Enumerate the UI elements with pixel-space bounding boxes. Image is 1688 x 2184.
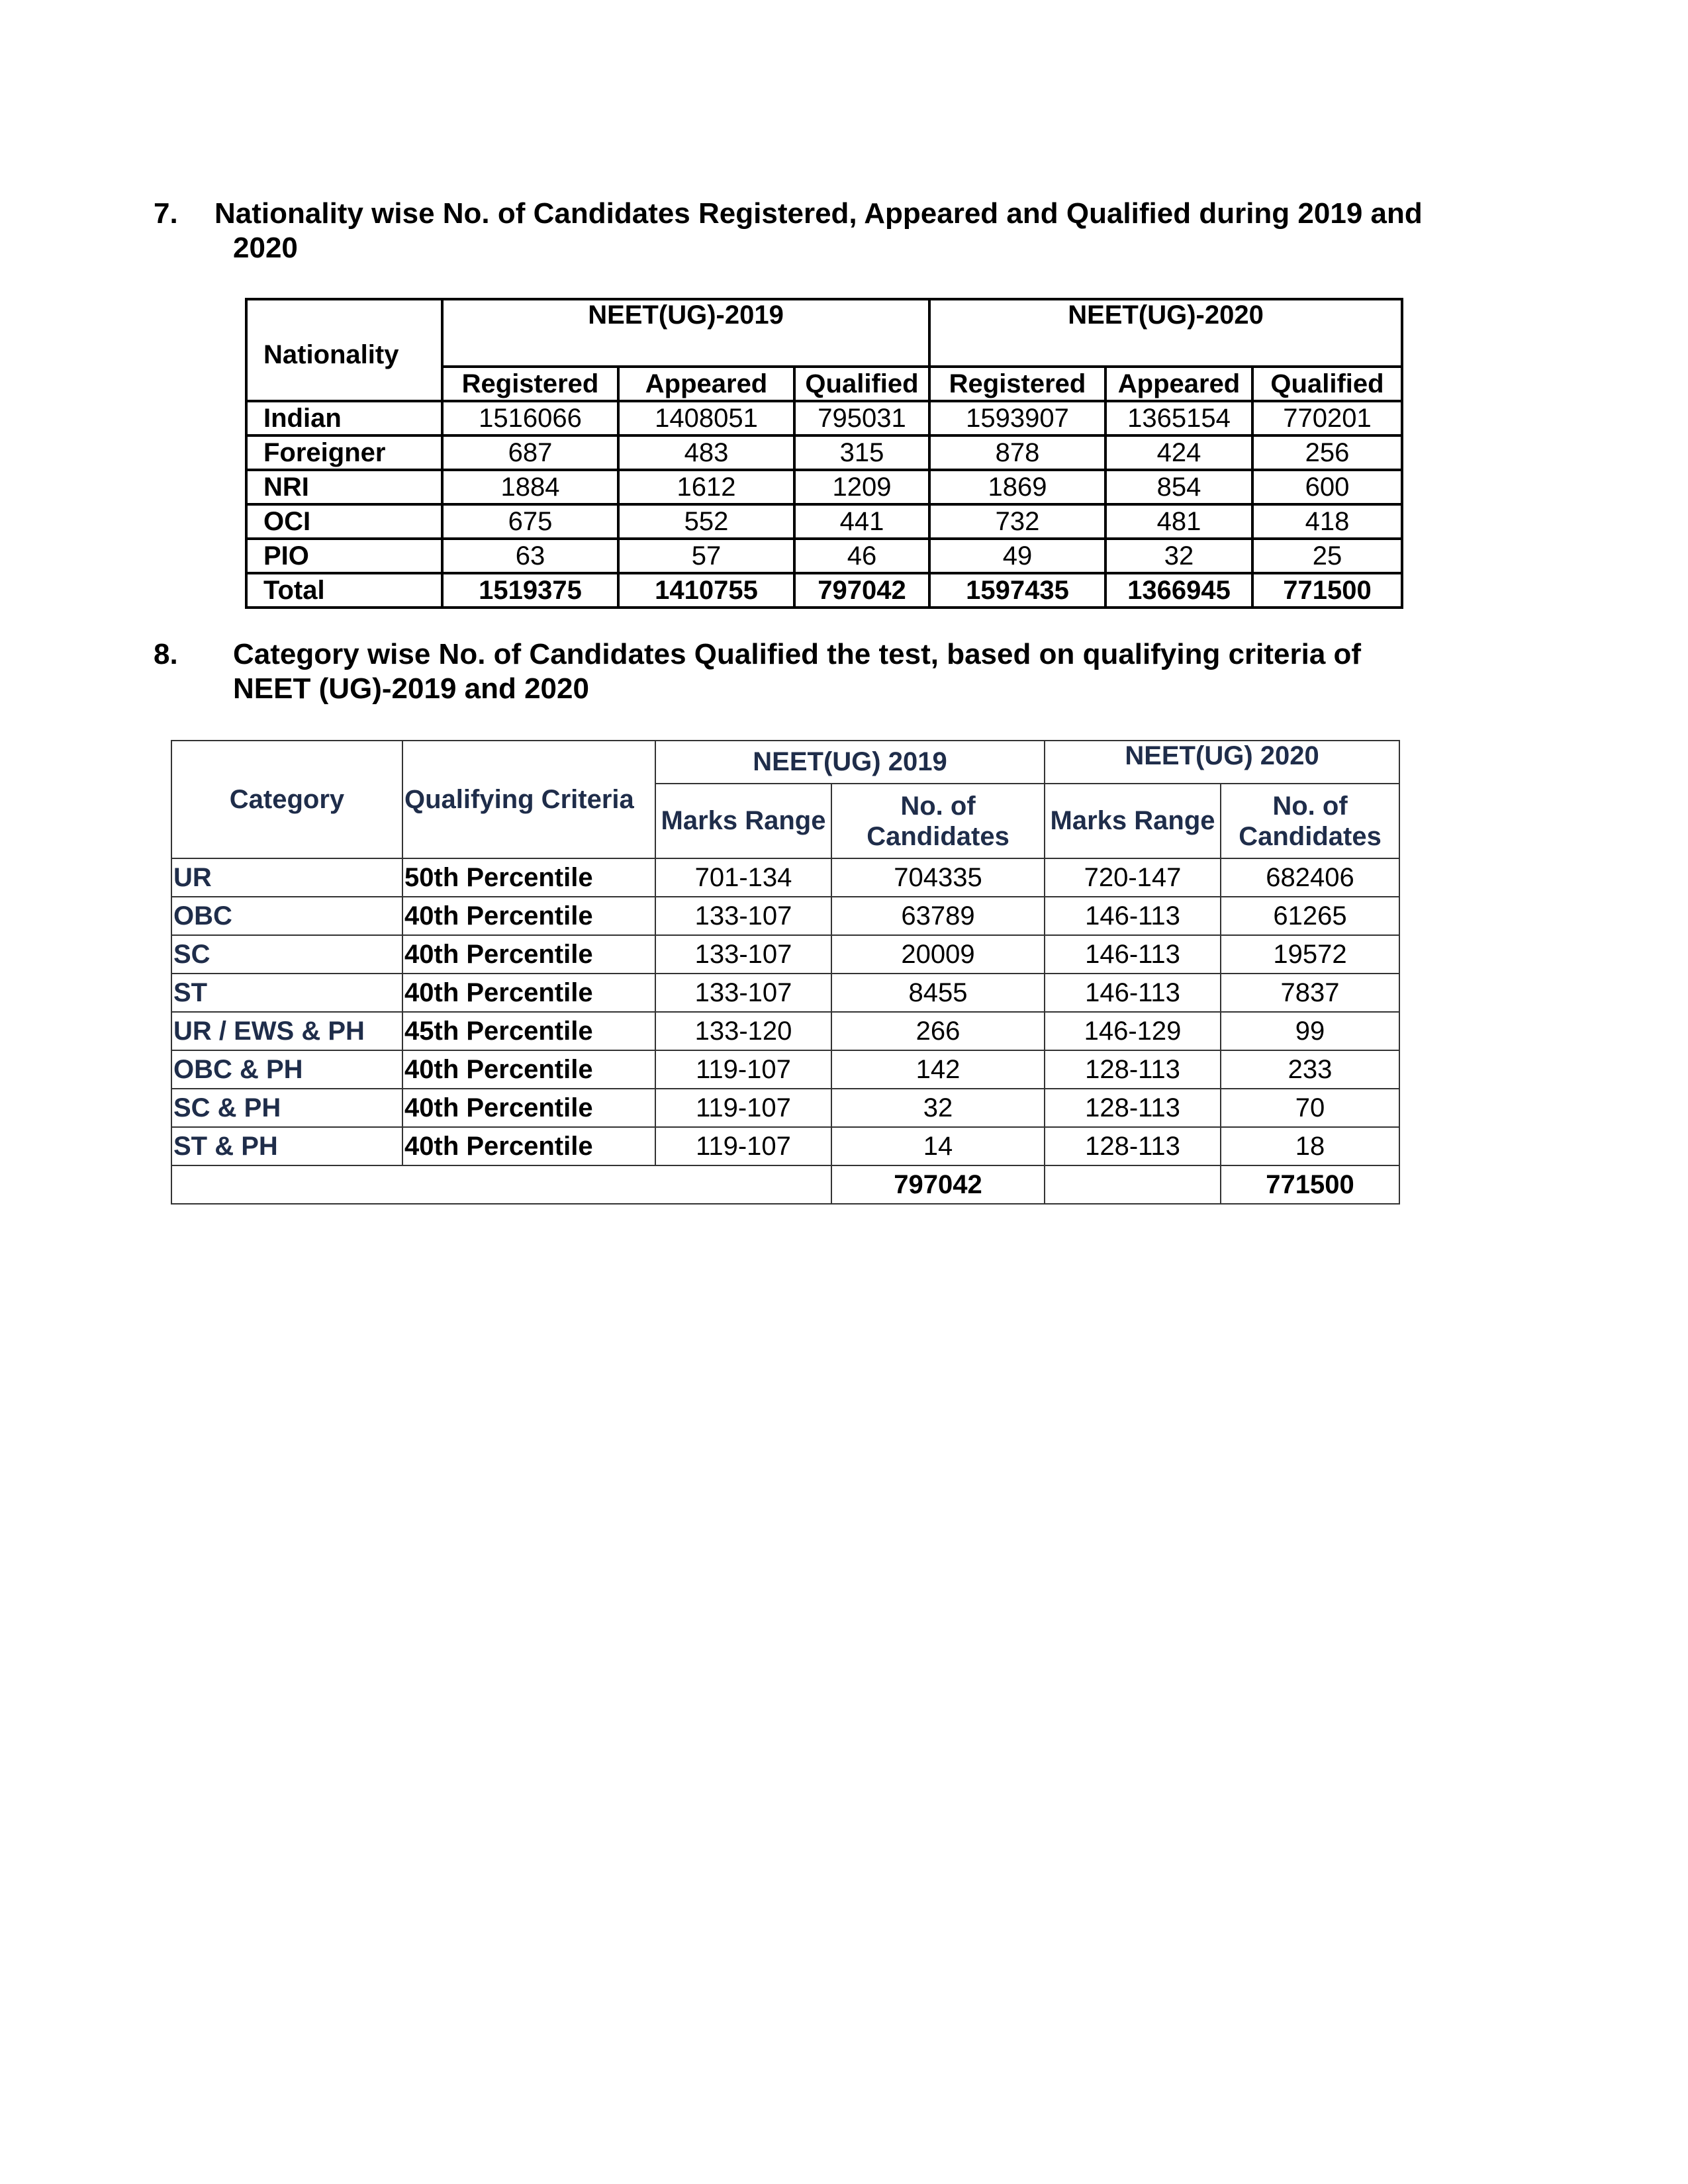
- table-cell: 770201: [1252, 401, 1402, 435]
- marks-range-header: Marks Range: [655, 784, 831, 858]
- nationality-cell: OCI: [246, 504, 442, 539]
- table-cell: 133-120: [655, 1012, 831, 1050]
- table-cell: 1408051: [618, 401, 794, 435]
- table-cell: 266: [831, 1012, 1045, 1050]
- table-cell: 732: [929, 504, 1105, 539]
- year-2019-header: NEET(UG) 2019: [655, 741, 1045, 784]
- table-cell: 119-107: [655, 1127, 831, 1165]
- table-row: [171, 897, 1399, 935]
- table-cell: 1366945: [1105, 573, 1252, 608]
- table-cell: 1884: [442, 470, 618, 504]
- candidates-header-line1: No. of: [1272, 791, 1348, 821]
- table-cell: 233: [1221, 1050, 1399, 1089]
- category-table: [171, 740, 1400, 1205]
- table-cell: 146-113: [1045, 935, 1221, 974]
- table-cell: 133-107: [655, 897, 831, 935]
- table-cell: 46: [794, 539, 929, 573]
- table-cell: 32: [1105, 539, 1252, 573]
- nationality-cell: PIO: [246, 539, 442, 573]
- section-7-heading: [154, 196, 1477, 269]
- table-cell: 1519375: [442, 573, 618, 608]
- candidates-header-line1: No. of: [900, 791, 976, 821]
- table-cell: 119-107: [655, 1089, 831, 1127]
- table-cell: 18: [1221, 1127, 1399, 1165]
- table-header-row: [171, 741, 1399, 784]
- table-cell: 878: [929, 435, 1105, 470]
- column-header: Registered: [442, 367, 618, 401]
- category-header: Category: [171, 741, 402, 858]
- total-2019: 797042: [831, 1165, 1045, 1204]
- table-cell: 32: [831, 1089, 1045, 1127]
- table-row: [171, 858, 1399, 897]
- criteria-cell: 40th Percentile: [402, 935, 655, 974]
- table-cell: 146-113: [1045, 974, 1221, 1012]
- table-row: [246, 539, 1402, 573]
- table-cell: 57: [618, 539, 794, 573]
- section-7-number: 7.: [154, 197, 178, 230]
- table-cell: 797042: [794, 573, 929, 608]
- table-cell: 1410755: [618, 573, 794, 608]
- table-cell: 854: [1105, 470, 1252, 504]
- column-header: Appeared: [1105, 367, 1252, 401]
- table-row: [171, 974, 1399, 1012]
- candidates-header-line2: Candidates: [867, 821, 1009, 851]
- marks-range-header: Marks Range: [1045, 784, 1221, 858]
- nationality-header: Nationality: [246, 299, 442, 401]
- table-cell: 682406: [1221, 858, 1399, 897]
- criteria-cell: 45th Percentile: [402, 1012, 655, 1050]
- section-7-title-line1: Nationality wise No. of Candidates Registered, Appeared and Qualified during 2019 and: [214, 197, 1423, 230]
- year-2020-header: NEET(UG) 2020: [1045, 741, 1399, 784]
- criteria-cell: 50th Percentile: [402, 858, 655, 897]
- table-cell: 14: [831, 1127, 1045, 1165]
- category-cell: OBC & PH: [171, 1050, 402, 1089]
- table-header-row: [246, 299, 1402, 367]
- section-8-title-line2: NEET (UG)-2019 and 2020: [233, 672, 589, 705]
- category-cell: SC: [171, 935, 402, 974]
- table-cell: 119-107: [655, 1050, 831, 1089]
- table-cell: 552: [618, 504, 794, 539]
- table-cell: 441: [794, 504, 929, 539]
- table-cell: 146-129: [1045, 1012, 1221, 1050]
- criteria-cell: 40th Percentile: [402, 974, 655, 1012]
- table-cell: 20009: [831, 935, 1045, 974]
- year-2019-header: NEET(UG)-2019: [442, 299, 929, 367]
- candidates-header-line2: Candidates: [1239, 821, 1382, 851]
- criteria-cell: 40th Percentile: [402, 1089, 655, 1127]
- table-cell: 128-113: [1045, 1050, 1221, 1089]
- total-label: Total: [246, 573, 442, 608]
- nationality-table: [245, 298, 1403, 609]
- criteria-cell: 40th Percentile: [402, 1050, 655, 1089]
- category-cell: ST: [171, 974, 402, 1012]
- table-cell: 1516066: [442, 401, 618, 435]
- table-cell: 704335: [831, 858, 1045, 897]
- table-cell: 133-107: [655, 974, 831, 1012]
- section-8-title-line1: Category wise No. of Candidates Qualified the test, based on qualifying criteria of: [233, 638, 1362, 670]
- section-7-title-line2: 2020: [233, 232, 298, 264]
- table-row: [246, 470, 1402, 504]
- table-cell: 483: [618, 435, 794, 470]
- nationality-cell: Indian: [246, 401, 442, 435]
- total-2020: 771500: [1221, 1165, 1399, 1204]
- table-cell: 70: [1221, 1089, 1399, 1127]
- column-header: Registered: [929, 367, 1105, 401]
- table-cell: 720-147: [1045, 858, 1221, 897]
- section-8-number: 8.: [154, 638, 178, 670]
- table-cell: 8455: [831, 974, 1045, 1012]
- table-cell: 1593907: [929, 401, 1105, 435]
- table-row: [246, 504, 1402, 539]
- table-cell: 795031: [794, 401, 929, 435]
- nationality-cell: Foreigner: [246, 435, 442, 470]
- table-cell: 128-113: [1045, 1089, 1221, 1127]
- table-cell: 600: [1252, 470, 1402, 504]
- table-cell: 49: [929, 539, 1105, 573]
- table-cell: 61265: [1221, 897, 1399, 935]
- table-cell: 142: [831, 1050, 1045, 1089]
- column-header: Qualified: [1252, 367, 1402, 401]
- table-row: [171, 1127, 1399, 1165]
- table-cell: 63789: [831, 897, 1045, 935]
- category-cell: UR / EWS & PH: [171, 1012, 402, 1050]
- candidates-header: [831, 784, 1045, 858]
- table-cell: 99: [1221, 1012, 1399, 1050]
- table-cell: 25: [1252, 539, 1402, 573]
- table-cell: 418: [1252, 504, 1402, 539]
- criteria-cell: 40th Percentile: [402, 897, 655, 935]
- table-cell: 1209: [794, 470, 929, 504]
- category-cell: SC & PH: [171, 1089, 402, 1127]
- table-cell: 1612: [618, 470, 794, 504]
- criteria-cell: 40th Percentile: [402, 1127, 655, 1165]
- table-cell: 256: [1252, 435, 1402, 470]
- table-cell: 146-113: [1045, 897, 1221, 935]
- year-2020-header: NEET(UG)-2020: [929, 299, 1402, 367]
- table-cell: 1597435: [929, 573, 1105, 608]
- table-total-row: [246, 573, 1402, 608]
- table-cell: 424: [1105, 435, 1252, 470]
- table-cell: 687: [442, 435, 618, 470]
- column-header: Qualified: [794, 367, 929, 401]
- table-row: [246, 435, 1402, 470]
- table-row: [171, 935, 1399, 974]
- candidates-header: [1221, 784, 1399, 858]
- table-cell: [171, 1165, 831, 1204]
- table-cell: 675: [442, 504, 618, 539]
- section-8-heading: [154, 637, 1477, 709]
- nationality-cell: NRI: [246, 470, 442, 504]
- table-cell: 771500: [1252, 573, 1402, 608]
- criteria-header: Qualifying Criteria: [402, 741, 655, 858]
- category-cell: UR: [171, 858, 402, 897]
- category-cell: ST & PH: [171, 1127, 402, 1165]
- table-cell: 133-107: [655, 935, 831, 974]
- table-cell: 315: [794, 435, 929, 470]
- table-total-row: [171, 1165, 1399, 1204]
- table-cell: 1869: [929, 470, 1105, 504]
- category-cell: OBC: [171, 897, 402, 935]
- table-cell: 128-113: [1045, 1127, 1221, 1165]
- table-row: [246, 401, 1402, 435]
- column-header: Appeared: [618, 367, 794, 401]
- table-cell: 481: [1105, 504, 1252, 539]
- table-row: [171, 1089, 1399, 1127]
- table-cell: 1365154: [1105, 401, 1252, 435]
- table-row: [171, 1050, 1399, 1089]
- table-cell: 19572: [1221, 935, 1399, 974]
- table-cell: 701-134: [655, 858, 831, 897]
- table-cell: [1045, 1165, 1221, 1204]
- table-cell: 63: [442, 539, 618, 573]
- table-cell: 7837: [1221, 974, 1399, 1012]
- table-row: [171, 1012, 1399, 1050]
